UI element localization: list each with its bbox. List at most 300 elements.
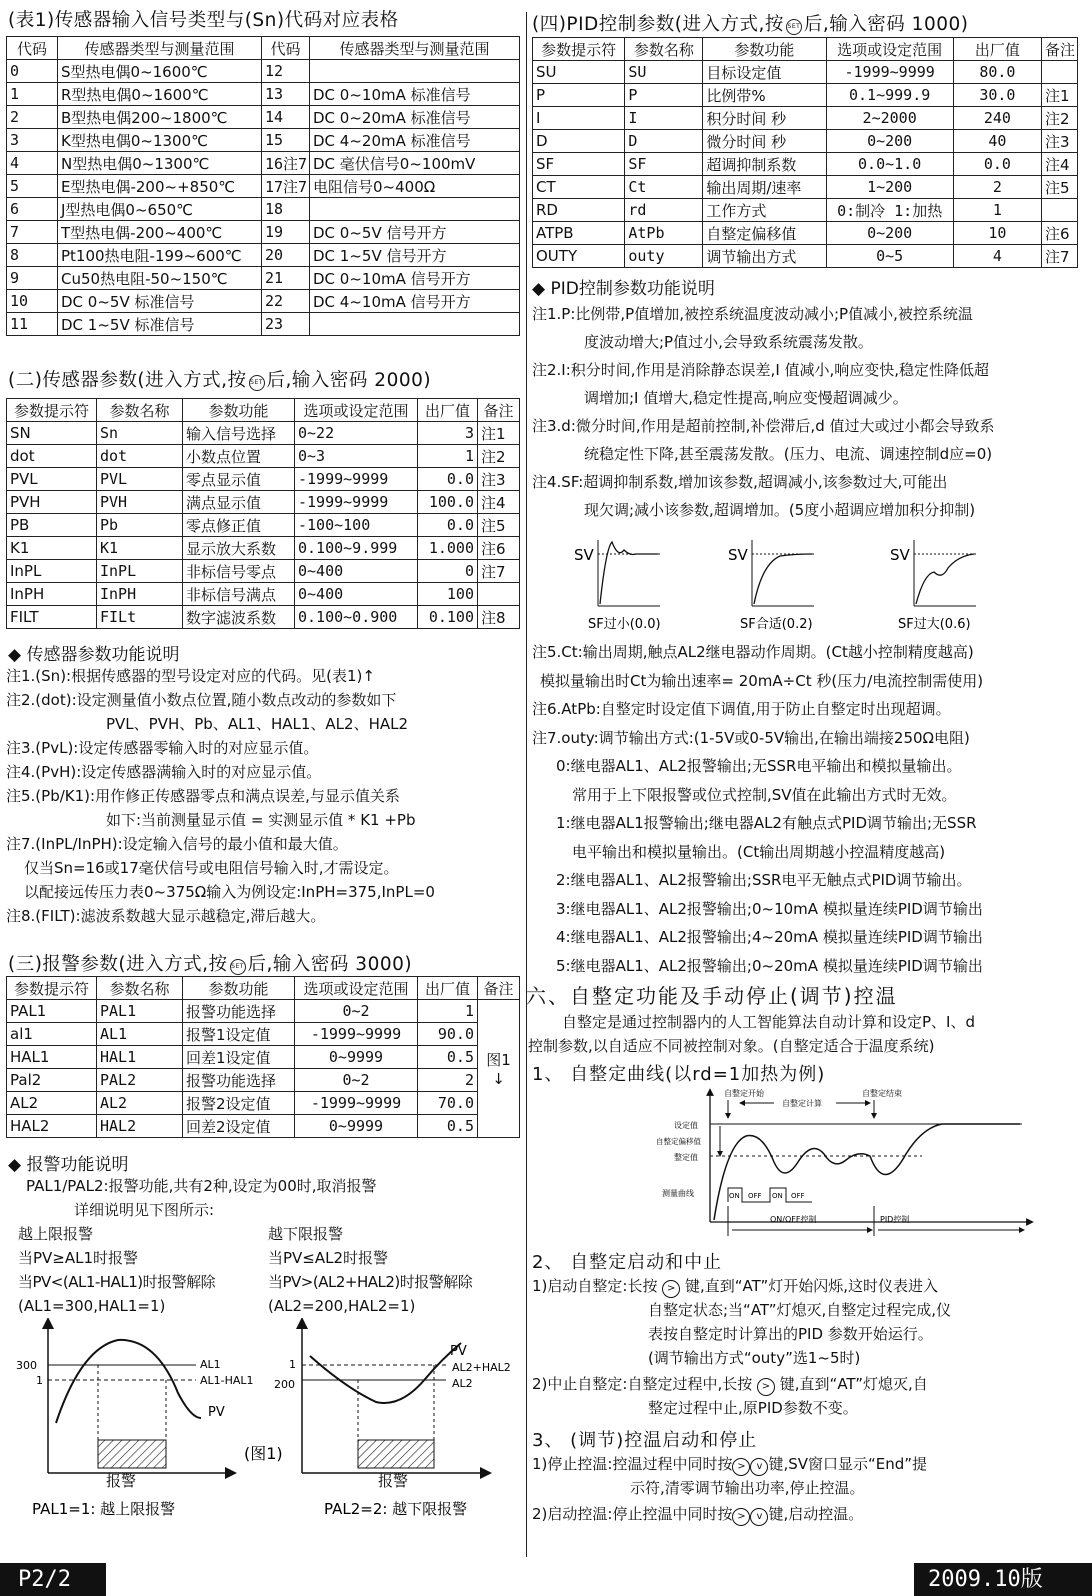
table-header: 参数提示符 xyxy=(7,977,97,1000)
table-cell: 注3 xyxy=(478,468,520,491)
table-cell: 输入信号选择 xyxy=(183,422,295,445)
table-cell: 比例带% xyxy=(703,84,826,107)
table-cell: J型热电偶0~650℃ xyxy=(58,198,262,221)
svg-text:SV: SV xyxy=(574,546,594,564)
sensor-code-table xyxy=(6,36,520,336)
table-cell: Pal2 xyxy=(7,1069,97,1092)
pid-note: 模拟量输出时Ct为输出速率= 20mA÷Ct 秒(压力/电流控制需使用) xyxy=(540,671,984,690)
table-cell: outy xyxy=(625,245,703,268)
table-row xyxy=(533,199,1078,222)
table-cell: 报警2设定值 xyxy=(183,1092,295,1115)
table-cell xyxy=(310,60,520,83)
table-cell: 1 xyxy=(418,1000,478,1023)
table-cell: 15 xyxy=(262,129,310,152)
table-cell: DC 0~20mA 标准信号 xyxy=(310,106,520,129)
table-cell: D xyxy=(533,130,625,153)
table-cell: AtPb xyxy=(625,222,703,245)
table-cell: Cu50热电阻-50~150℃ xyxy=(58,267,262,290)
table-header: 参数功能 xyxy=(183,977,295,1000)
fig2-al2hal2: AL2+HAL2 xyxy=(452,1361,511,1374)
pid-label: PID控制 xyxy=(880,1215,910,1224)
table-cell: 0~3 xyxy=(295,445,418,468)
svg-text:OFF: OFF xyxy=(748,1192,762,1200)
table-cell: 调节输出方式 xyxy=(703,245,826,268)
sensor-note: 注3.(PvL):设定传感器零输入时的对应显示值。 xyxy=(6,739,319,757)
table-cell: SF xyxy=(625,153,703,176)
table-row xyxy=(533,222,1078,245)
table-cell: 0.100~0.900 xyxy=(295,606,418,629)
table-row xyxy=(7,129,520,152)
alarm-diagram xyxy=(6,1318,521,1558)
table-header: 参数名称 xyxy=(97,977,183,1000)
table-cell: DC 0~10mA 标准信号 xyxy=(310,83,520,106)
table-cell: InPH xyxy=(7,583,97,606)
table-header: 选项或设定范围 xyxy=(826,38,953,61)
pid-note: 3:继电器AL1、AL2报警输出;0~10mA 模拟量连续PID调节输出 xyxy=(556,899,983,918)
table-header: 选项或设定范围 xyxy=(295,399,418,422)
table-cell: PVH xyxy=(97,491,183,514)
pid-note: 注2.I:积分时间,作用是消除静态误差,I 值减小,响应变快,稳定性降低超 xyxy=(532,361,990,379)
svg-text:ON: ON xyxy=(772,1192,783,1200)
table-cell: 1 xyxy=(953,199,1041,222)
table-cell: 注2 xyxy=(1042,107,1078,130)
sensor-note: 注4.(PvH):设定传感器满输入时的对应显示值。 xyxy=(6,763,322,781)
stop-tuning-2: 整定过程中止,原PID参数不变。 xyxy=(648,1399,858,1417)
table-row xyxy=(7,244,520,267)
sensor-note: PVL、PVH、Pb、AL1、HAL1、AL2、HAL2 xyxy=(106,715,409,733)
table-row xyxy=(7,267,520,290)
fig1-caption: PAL1=1: 越上限报警 xyxy=(32,1500,176,1518)
table-cell xyxy=(310,198,520,221)
table-cell: 1 xyxy=(7,83,58,106)
table-header: 备注 xyxy=(478,977,520,1000)
pid-note: 注3.d:微分时间,作用是超前控制,补偿滞后,d 值过大或过小都会导致系 xyxy=(532,417,995,435)
pid-note: 调增加;I 值增大,稳定性提高,响应变慢超调减少。 xyxy=(584,389,908,407)
table-cell: 10 xyxy=(7,290,58,313)
table-row xyxy=(7,514,520,537)
table-cell: 0.0~1.0 xyxy=(826,153,953,176)
table-cell: K1 xyxy=(97,537,183,560)
table-row xyxy=(533,245,1078,268)
table-cell xyxy=(1042,61,1078,84)
right-key-icon: > xyxy=(732,1508,750,1526)
sensor-note: 注1.(Sn):根据传感器的型号设定对应的代码。见(表1)↑ xyxy=(6,667,375,685)
table-cell: 积分时间 秒 xyxy=(703,107,826,130)
table-row xyxy=(7,313,520,336)
table-cell: 0~400 xyxy=(295,560,418,583)
table-row xyxy=(533,176,1078,199)
table-cell: T型热电偶-200~400℃ xyxy=(58,221,262,244)
table-cell: 2 xyxy=(7,106,58,129)
pid-params-title: (四)PID控制参数(进入方式,按 SET 后,输入密码 1000) xyxy=(532,14,969,35)
fig2-pv: PV xyxy=(450,1344,467,1359)
table-cell: 满点显示值 xyxy=(183,491,295,514)
table-cell: 80.0 xyxy=(953,61,1041,84)
table-cell: SU xyxy=(625,61,703,84)
table-cell: 10 xyxy=(953,222,1041,245)
alarm-params-title: (三)报警参数(进入方式,按 SET 后,输入密码 3000) xyxy=(8,954,413,975)
table-row xyxy=(533,84,1078,107)
sensor-params-table xyxy=(6,398,520,629)
table-cell: OUTY xyxy=(533,245,625,268)
table-cell: 16注7 xyxy=(262,152,310,175)
pid-note: 度波动增大;P值过小,会导致系统震荡发散。 xyxy=(584,333,873,351)
sf-response-curves xyxy=(532,528,1078,638)
table-row xyxy=(7,560,520,583)
table-cell: Ct xyxy=(625,176,703,199)
table-header: 参数提示符 xyxy=(533,38,625,61)
table-cell: 报警功能选择 xyxy=(183,1069,295,1092)
table-cell: 0.0 xyxy=(418,514,478,537)
table-cell: 显示放大系数 xyxy=(183,537,295,560)
table-cell: 11 xyxy=(7,313,58,336)
table-cell: 0~400 xyxy=(295,583,418,606)
table-row xyxy=(7,290,520,313)
table-cell: Pt100热电阻-199~600℃ xyxy=(58,244,262,267)
right-key-icon: > xyxy=(732,1458,750,1476)
right-key-icon: > xyxy=(757,1378,775,1396)
page-number: P2/2 xyxy=(0,1563,106,1596)
table-row xyxy=(7,198,520,221)
sf-caption-large: SF过大(0.6) xyxy=(898,617,971,632)
table-cell: DC 1~5V 信号开方 xyxy=(310,244,520,267)
sf-proper xyxy=(728,540,814,632)
table-header: 备注 xyxy=(1042,38,1078,61)
table-cell: S型热电偶0~1600℃ xyxy=(58,60,262,83)
table-cell: DC 0~10mA 信号开方 xyxy=(310,267,520,290)
table-cell: 注5 xyxy=(478,514,520,537)
sensor-params-title: (二)传感器参数(进入方式,按 SET 后,输入密码 2000) xyxy=(8,370,432,391)
pid-note: 4:继电器AL1、AL2报警输出;4~20mA 模拟量连续PID调节输出 xyxy=(556,928,983,946)
table-row xyxy=(533,107,1078,130)
table-header: 备注 xyxy=(478,399,520,422)
pid-note: 注1.P:比例带,P值增加,被控系统温度波动减小;P值减小,被控系统温 xyxy=(532,305,973,323)
svg-text:OFF: OFF xyxy=(791,1192,805,1200)
sensor-note: 如下:当前测量显示值 = 实测显示值 * K1 +Pb xyxy=(106,811,416,829)
table-cell: 注1 xyxy=(1042,84,1078,107)
table-cell: 注4 xyxy=(478,491,520,514)
table-cell: 0 xyxy=(418,560,478,583)
table-row xyxy=(7,1046,520,1069)
table-cell: 微分时间 秒 xyxy=(703,130,826,153)
table-header: 选项或设定范围 xyxy=(295,977,418,1000)
table-cell: ATPB xyxy=(533,222,625,245)
alarm-line-1: PAL1/PAL2:报警功能,共有2种,设定为00时,取消报警 xyxy=(26,1177,377,1195)
table-cell: 22 xyxy=(262,290,310,313)
table-cell: 3 xyxy=(418,422,478,445)
fig2-caption: PAL2=2: 越下限报警 xyxy=(324,1500,468,1518)
stop-control-2: 示符,清零调节输出功率,停止控温。 xyxy=(630,1479,865,1497)
pid-note: 2:继电器AL1、AL2报警输出;SSR电平无触点式PID调节输出。 xyxy=(556,871,972,889)
table-row xyxy=(7,221,520,244)
tune-calc-label: 自整定计算 xyxy=(782,1099,822,1108)
table-cell: 1 xyxy=(418,445,478,468)
table1-header: 代码 xyxy=(262,37,310,60)
table-row xyxy=(7,1115,520,1138)
table-cell: 4 xyxy=(7,152,58,175)
table-cell: 注7 xyxy=(1042,245,1078,268)
fig2-alarm: 报警 xyxy=(378,1472,409,1490)
table-cell: 23 xyxy=(262,313,310,336)
stop-control-line: 1)停止控温:控温过程中同时按 > v 键,SV窗口显示“End”提 xyxy=(532,1452,927,1476)
start-tuning-3: (调节输出方式“outy”选1~5时) xyxy=(648,1349,861,1367)
right-key-icon: > xyxy=(662,1280,680,1298)
pid-note: 注7.outy:调节输出方式:(1-5V或0-5V输出,在输出端接250Ω电阻) xyxy=(532,728,970,747)
svg-text:ON: ON xyxy=(729,1192,740,1200)
table-cell: 非标信号零点 xyxy=(183,560,295,583)
column-divider xyxy=(526,12,527,1557)
table-cell: 零点显示值 xyxy=(183,468,295,491)
table-cell: 3 xyxy=(7,129,58,152)
table-cell: 注4 xyxy=(1042,153,1078,176)
table-header: 参数名称 xyxy=(625,38,703,61)
table-cell: 7 xyxy=(7,221,58,244)
pid-func-title: ◆ PID控制参数功能说明 xyxy=(532,279,715,299)
tuning-curve-heading: 1、 自整定曲线(以rd=1加热为例) xyxy=(532,1064,826,1085)
table-cell: 非标信号满点 xyxy=(183,583,295,606)
table-cell: SF xyxy=(533,153,625,176)
table-row xyxy=(533,130,1078,153)
table-cell: 注6 xyxy=(478,537,520,560)
table-cell: 0.1~999.9 xyxy=(826,84,953,107)
table-cell: 5 xyxy=(7,175,58,198)
pid-note: 5:继电器AL1、AL2报警输出;0~20mA 模拟量连续PID调节输出 xyxy=(556,956,983,975)
table-cell: PB xyxy=(7,514,97,537)
table-cell: DC 0~5V 标准信号 xyxy=(58,290,262,313)
table-row xyxy=(7,1000,520,1023)
table-row xyxy=(7,491,520,514)
table-cell: 18 xyxy=(262,198,310,221)
table-cell: 0.5 xyxy=(418,1115,478,1138)
pid-note: 常用于上下限报警或位式控制,SV值在此输出方式时无效。 xyxy=(572,785,957,804)
table-cell: 零点修正值 xyxy=(183,514,295,537)
table-cell: Sn xyxy=(97,422,183,445)
table-cell: 工作方式 xyxy=(703,199,826,222)
start-tuning-line: 1)启动自整定:长按 > 键,直到“AT”灯开始闪烁,这时仪表进入 xyxy=(532,1274,938,1298)
table-cell: 注3 xyxy=(1042,130,1078,153)
table-row xyxy=(7,445,520,468)
table-row xyxy=(7,83,520,106)
table-cell: 4 xyxy=(953,245,1041,268)
pid-note: 1:继电器AL1报警输出;继电器AL2有触点式PID调节输出;无SSR xyxy=(556,814,977,832)
upper-alarm-cond: 当PV≥AL1时报警 xyxy=(18,1249,139,1267)
table-cell: 输出周期/速率 xyxy=(703,176,826,199)
table-cell: HAL1 xyxy=(7,1046,97,1069)
alarm-func-title: ◆ 报警功能说明 xyxy=(8,1155,129,1175)
pid-params-table xyxy=(532,37,1078,268)
sensor-note: 仅当Sn=16或17毫伏信号或电阻信号输入时,才需设定。 xyxy=(24,859,399,877)
table-cell: Pb xyxy=(97,514,183,537)
table1-header: 代码 xyxy=(7,37,58,60)
table-row xyxy=(7,537,520,560)
table-cell: N型热电偶0~1300℃ xyxy=(58,152,262,175)
sensor-note: 以配接远传压力表0~375Ω输入为例设定:InPH=375,InPL=0 xyxy=(24,883,435,901)
table-cell xyxy=(478,583,520,606)
fig1-y1: 1 xyxy=(36,1374,43,1387)
upper-alarm-release: 当PV<(AL1-HAL1)时报警解除 xyxy=(18,1273,216,1291)
table-cell: SN xyxy=(7,422,97,445)
sf-too-large xyxy=(890,540,976,632)
table-cell: 注7 xyxy=(478,560,520,583)
lower-alarm-release: 当PV>(AL2+HAL2)时报警解除 xyxy=(268,1273,473,1291)
table-cell: 40 xyxy=(953,130,1041,153)
pid-note: 注5.Ct:输出周期,触点AL2继电器动作周期。(Ct越小控制精度越高) xyxy=(532,643,974,661)
start-tuning-2: 表按自整定时计算出的PID 参数开始运行。 xyxy=(648,1325,933,1343)
version-label: 2009.10版 xyxy=(914,1563,1092,1596)
table-cell xyxy=(310,313,520,336)
table-cell: R型热电偶0~1600℃ xyxy=(58,83,262,106)
table-cell: 240 xyxy=(953,107,1041,130)
fig-label: (图1) xyxy=(244,1444,283,1463)
table-cell: -1999~9999 xyxy=(295,1023,418,1046)
table-cell: 数字滤波系数 xyxy=(183,606,295,629)
table-cell: 2~2000 xyxy=(826,107,953,130)
sensor-note: 注2.(dot):设定测量值小数点位置,随小数点改动的参数如下 xyxy=(6,691,397,709)
table-cell: HAL2 xyxy=(7,1115,97,1138)
table-cell: 注1 xyxy=(478,422,520,445)
table-cell: dot xyxy=(97,445,183,468)
fig2-al2: AL2 xyxy=(452,1377,473,1390)
table-cell: 9 xyxy=(7,267,58,290)
pid-note: 0:继电器AL1、AL2报警输出;无SSR电平输出和模拟量输出。 xyxy=(556,757,962,775)
table-header: 参数功能 xyxy=(703,38,826,61)
table-cell: 8 xyxy=(7,244,58,267)
lower-limit-figure xyxy=(274,1323,511,1518)
table-row xyxy=(7,468,520,491)
table-cell: DC 4~20mA 标准信号 xyxy=(310,129,520,152)
table-cell: DC 0~5V 信号开方 xyxy=(310,221,520,244)
table-cell: E型热电偶-200~+850℃ xyxy=(58,175,262,198)
table-cell: 0.100 xyxy=(418,606,478,629)
table-cell: K1 xyxy=(7,537,97,560)
table-cell: AL2 xyxy=(97,1092,183,1115)
setval-label: 设定值 xyxy=(674,1121,698,1130)
table-cell: RD xyxy=(533,199,625,222)
table-cell: 0~5 xyxy=(826,245,953,268)
upper-limit-figure xyxy=(16,1323,254,1518)
self-tuning-title: 六、自整定功能及手动停止(调节)控温 xyxy=(526,984,898,1008)
fig1-alarm: 报警 xyxy=(106,1472,137,1490)
self-tuning-curve xyxy=(622,1084,1042,1240)
table-header: 出厂值 xyxy=(953,38,1041,61)
control-start-stop-heading: 3、 (调节)控温启动和停止 xyxy=(532,1430,758,1451)
table-row xyxy=(7,60,520,83)
upper-alarm-title: 越上限报警 xyxy=(18,1225,94,1243)
table-cell: 0~200 xyxy=(826,222,953,245)
lower-alarm-title: 越下限报警 xyxy=(268,1225,344,1243)
alarm-line-2: 详细说明见下图所示: xyxy=(74,1201,215,1219)
measure-label: 测量曲线 xyxy=(662,1189,694,1198)
lower-alarm-example: (AL2=200,HAL2=1) xyxy=(268,1297,416,1315)
table-row xyxy=(7,606,520,629)
table-cell: K型热电偶0~1300℃ xyxy=(58,129,262,152)
table-cell: 70.0 xyxy=(418,1092,478,1115)
table-cell: 30.0 xyxy=(953,84,1041,107)
table-cell: HAL2 xyxy=(97,1115,183,1138)
table-row xyxy=(7,1023,520,1046)
pid-notes-a xyxy=(532,300,994,524)
table-header: 参数功能 xyxy=(183,399,295,422)
table-cell: B型热电偶200~1800℃ xyxy=(58,106,262,129)
svg-text:SV: SV xyxy=(890,546,910,564)
table-cell: 0.0 xyxy=(418,468,478,491)
table-cell: I xyxy=(533,107,625,130)
sensor-func-title: ◆ 传感器参数功能说明 xyxy=(8,645,180,665)
set-key-icon: SET xyxy=(230,959,246,975)
table-cell: 100.0 xyxy=(418,491,478,514)
table-cell: 12 xyxy=(262,60,310,83)
self-tuning-intro-2: 控制参数,以自适应不同被控制对象。(自整定适合于温度系统) xyxy=(528,1037,935,1055)
table-row xyxy=(7,152,520,175)
table-cell: 0.0 xyxy=(953,153,1041,176)
fig2-y200: 200 xyxy=(274,1378,295,1391)
table-cell: InPL xyxy=(97,560,183,583)
tuneval-label: 整定值 xyxy=(674,1153,698,1162)
table-row xyxy=(533,153,1078,176)
table-cell: DC 1~5V 标准信号 xyxy=(58,313,262,336)
table-cell: 0~2 xyxy=(295,1000,418,1023)
table-cell: InPH xyxy=(97,583,183,606)
table-cell: 报警功能选择 xyxy=(183,1000,295,1023)
table-cell: AL1 xyxy=(97,1023,183,1046)
table-cell: 电阻信号0~400Ω xyxy=(310,175,520,198)
sensor-notes xyxy=(6,664,435,928)
table-cell: -1999~9999 xyxy=(295,468,418,491)
pid-note: 现欠调;减小该参数,超调增加。(5度小超调应增加积分抑制) xyxy=(584,501,976,519)
table-cell: 13 xyxy=(262,83,310,106)
table-cell: FILT xyxy=(7,606,97,629)
table-cell: 超调抑制系数 xyxy=(703,153,826,176)
table-row xyxy=(7,422,520,445)
table-row xyxy=(7,175,520,198)
table-row xyxy=(7,583,520,606)
table-cell: -100~100 xyxy=(295,514,418,537)
table-cell: 6 xyxy=(7,198,58,221)
table-cell: 注5 xyxy=(1042,176,1078,199)
tuning-start-stop-heading: 2、 自整定启动和中止 xyxy=(532,1252,723,1273)
table1-header: 传感器类型与测量范围 xyxy=(58,37,262,60)
table-cell: 注6 xyxy=(1042,222,1078,245)
alarm-remark: 图1 ↓ xyxy=(478,1000,520,1138)
table-cell: PAL1 xyxy=(97,1000,183,1023)
table-cell: DC 毫伏信号0~100mV xyxy=(310,152,520,175)
pid-note: 电平输出和模拟量输出。(Ct输出周期越小控温精度越高) xyxy=(572,842,946,861)
table-row xyxy=(7,106,520,129)
start-control-line: 2)启动控温:停止控温中同时按 > v 键,启动控温。 xyxy=(532,1502,863,1526)
table1-header: 传感器类型与测量范围 xyxy=(310,37,520,60)
table-cell: 0:制冷 1:加热 xyxy=(826,199,953,222)
table-cell: 17注7 xyxy=(262,175,310,198)
table-cell: 0~9999 xyxy=(295,1115,418,1138)
sf-caption-small: SF过小(0.0) xyxy=(588,617,661,632)
table-cell: FILt xyxy=(97,606,183,629)
self-tuning-intro-1: 自整定是通过控制器内的人工智能算法自动计算和设定P、I、d xyxy=(562,1013,975,1031)
fig2-y1: 1 xyxy=(289,1358,296,1371)
lower-alarm-cond: 当PV≤AL2时报警 xyxy=(268,1249,389,1267)
start-tuning-1: 自整定状态;当“AT”灯熄灭,自整定过程完成,仪 xyxy=(648,1301,952,1319)
sensor-note: 注8.(FILT):滤波系数越大显示越稳定,滞后越大。 xyxy=(6,907,326,925)
footer xyxy=(0,1563,1092,1596)
table-cell: P xyxy=(625,84,703,107)
pid-note: 注6.AtPb:自整定时设定值下调值,用于防止自整定时出现超调。 xyxy=(532,700,951,718)
table-cell: 20 xyxy=(262,244,310,267)
stop-tuning-line: 2)中止自整定:自整定过程中,长按 > 键,直到“AT”灯熄灭,自 xyxy=(532,1372,928,1396)
table-cell: 回差2设定值 xyxy=(183,1115,295,1138)
table-cell: 1~200 xyxy=(826,176,953,199)
table-cell: AL2 xyxy=(7,1092,97,1115)
tune-start-label: 自整定开始 xyxy=(724,1089,764,1098)
table-cell: PAL2 xyxy=(97,1069,183,1092)
